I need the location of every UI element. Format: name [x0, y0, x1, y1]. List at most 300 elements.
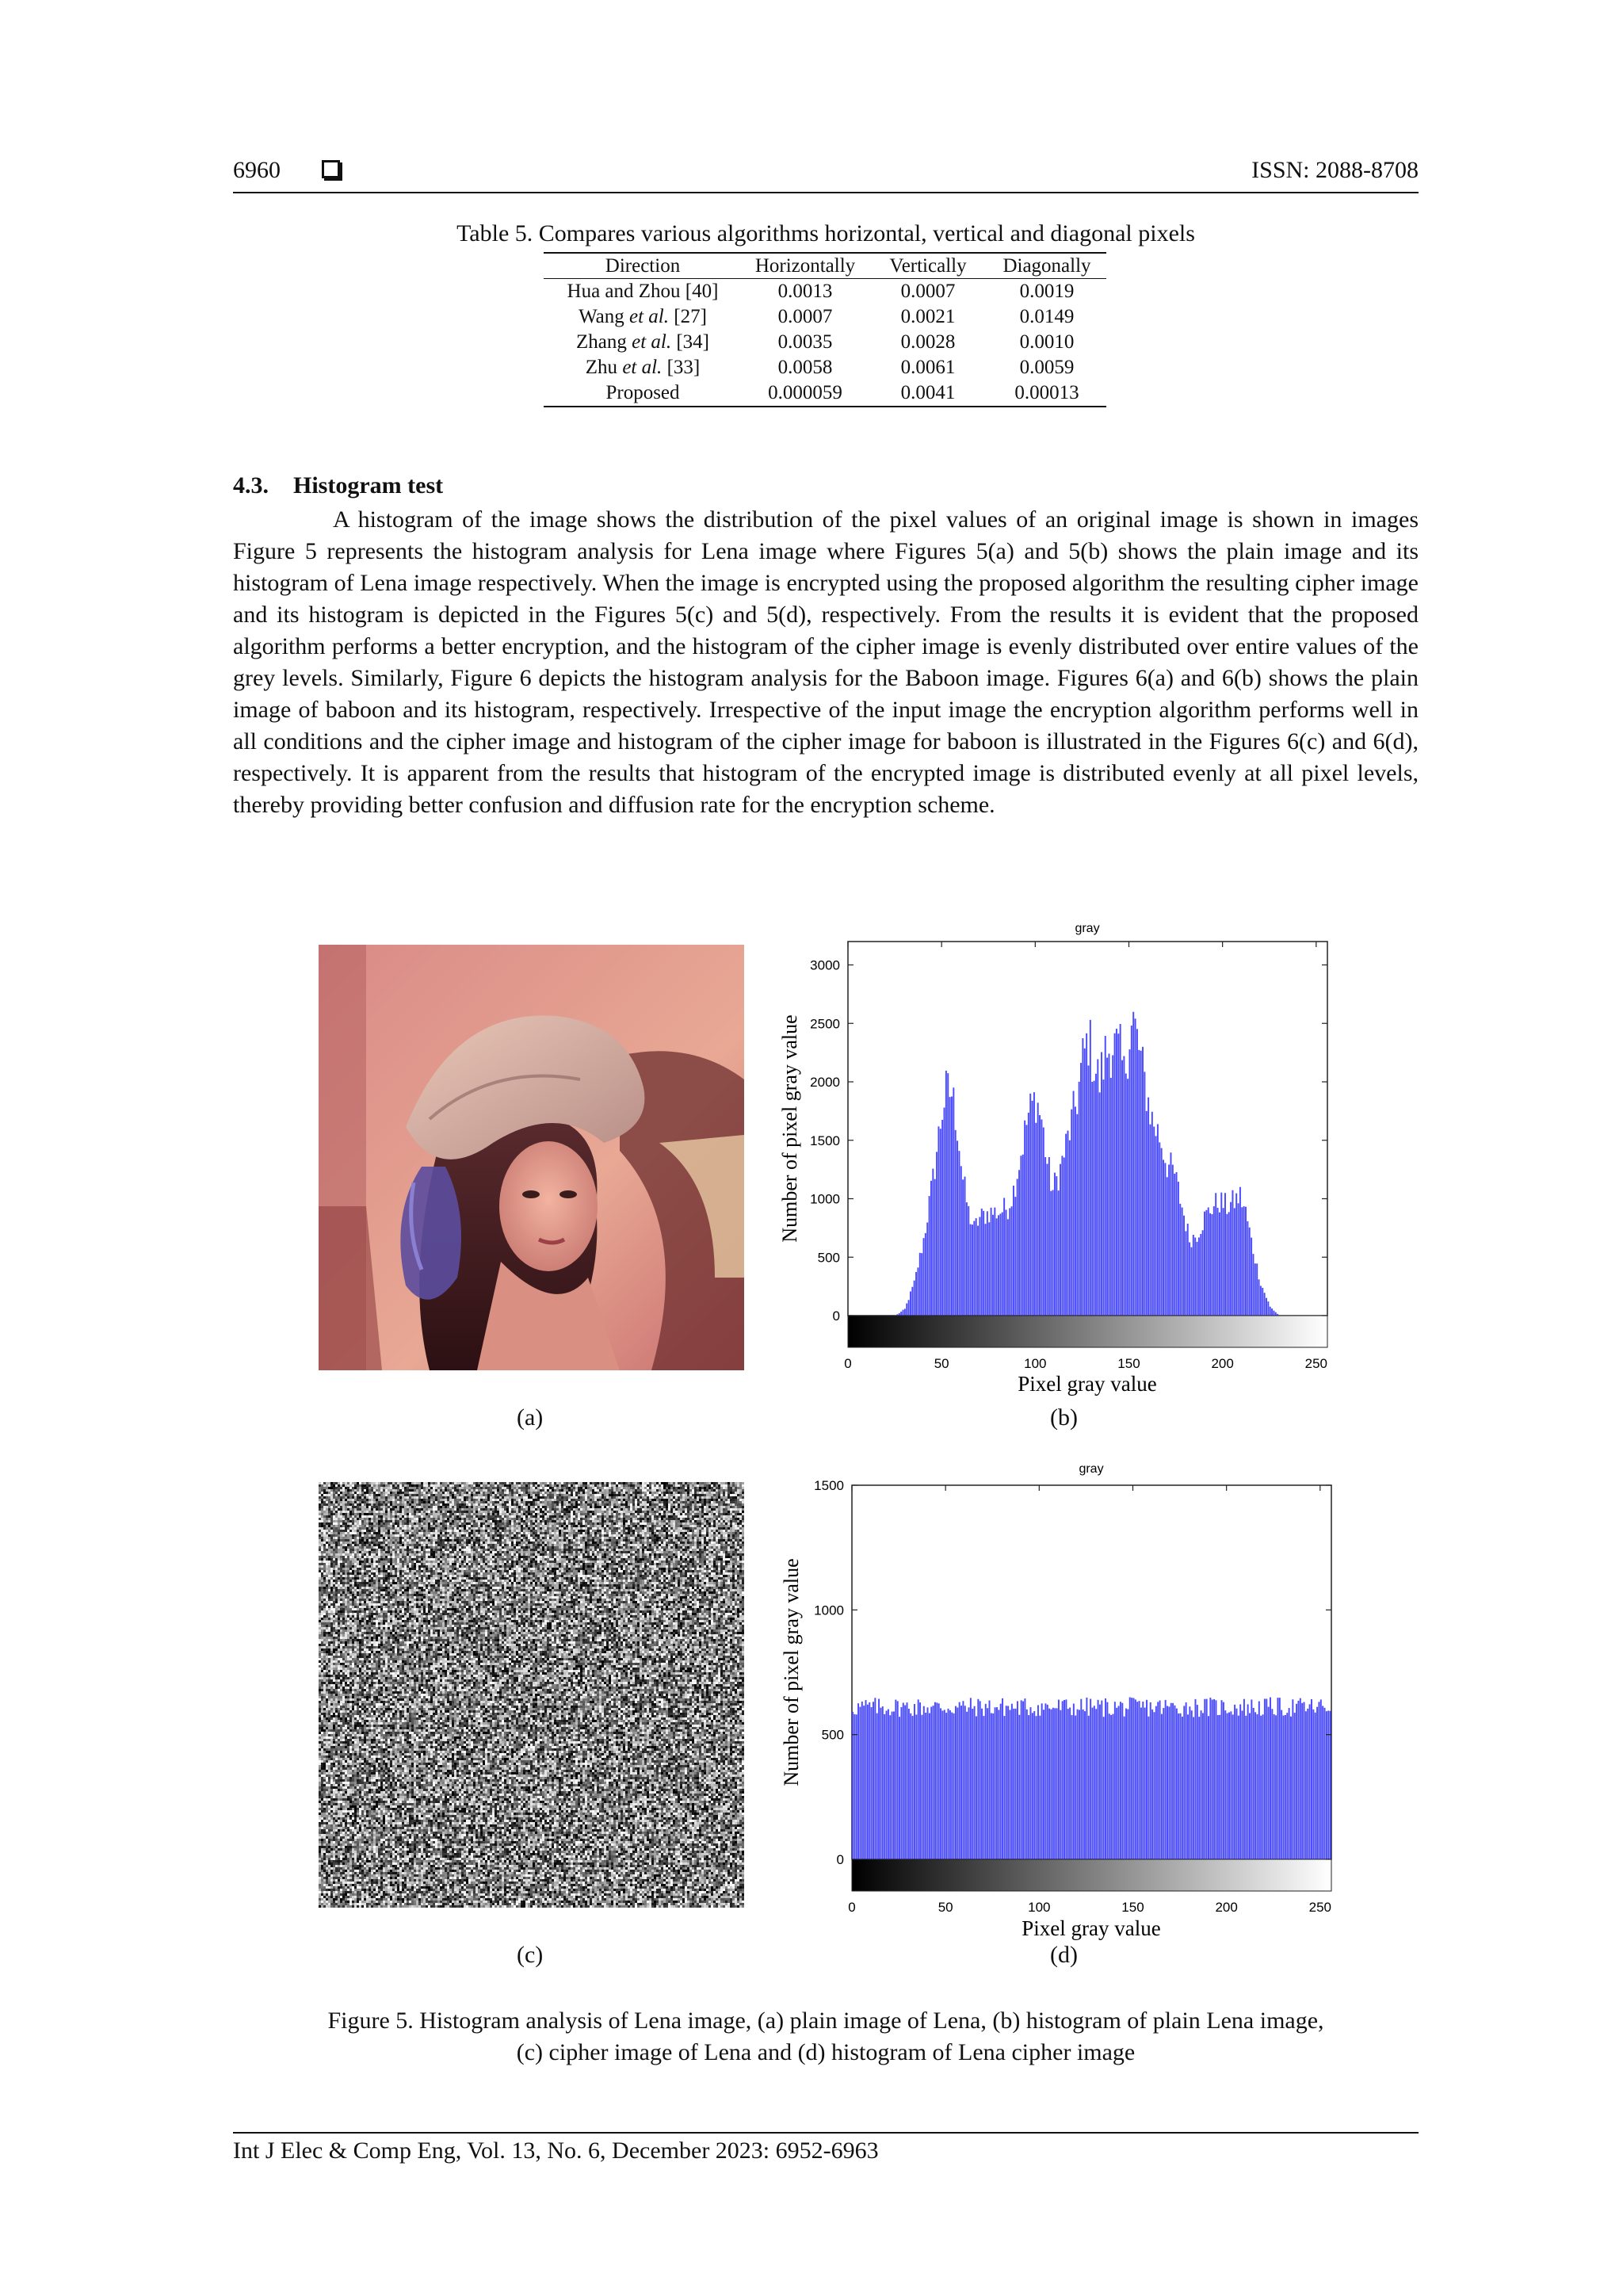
histogram-bar — [957, 1140, 958, 1316]
y-tick-label: 3000 — [810, 957, 840, 973]
histogram-bar — [1271, 1308, 1273, 1316]
histogram-bar — [1065, 1134, 1067, 1316]
histogram-bar — [994, 1208, 995, 1316]
histogram-bar — [1217, 1208, 1219, 1316]
histogram-bar — [951, 1713, 953, 1859]
y-tick-label: 500 — [821, 1727, 844, 1743]
cell-diagonal: 0.00013 — [1014, 382, 1079, 403]
histogram-bar — [929, 1196, 930, 1316]
histogram-bar — [945, 1713, 947, 1859]
histogram-bar — [1036, 1716, 1037, 1859]
histogram-bar — [1054, 1173, 1056, 1316]
histogram-bar — [992, 1713, 994, 1859]
histogram-bar — [1138, 1050, 1140, 1316]
histogram-bar — [1048, 1709, 1050, 1859]
histogram-bar — [1144, 1708, 1146, 1859]
histogram-bar — [1017, 1701, 1018, 1859]
histogram-bar — [933, 1706, 934, 1859]
histogram-bar — [1320, 1699, 1322, 1859]
histogram-bar — [1121, 1703, 1123, 1859]
histogram-bar — [1254, 1263, 1256, 1316]
histogram-bar — [893, 1711, 895, 1859]
histogram-bar — [1155, 1136, 1157, 1316]
histogram-bar — [1099, 1705, 1101, 1859]
histogram-bar — [985, 1704, 987, 1859]
histogram-bar — [1044, 1703, 1046, 1859]
histogram-bar — [988, 1222, 990, 1316]
noise-canvas — [319, 1482, 744, 1908]
histogram-bar — [1316, 1707, 1318, 1859]
histogram-bar — [976, 1717, 977, 1859]
histogram-bar — [1307, 1709, 1308, 1859]
histogram-bar — [1311, 1699, 1312, 1859]
histogram-bar — [869, 1702, 870, 1859]
lena-plain-image — [319, 945, 744, 1370]
histogram-bar — [1187, 1714, 1189, 1859]
histogram-bar — [908, 1709, 910, 1859]
histogram-bar — [915, 1272, 917, 1316]
histogram-bar — [861, 1702, 863, 1859]
histogram-bar — [1013, 1709, 1014, 1859]
histogram-bar — [1109, 1713, 1110, 1859]
histogram-bar — [867, 1705, 869, 1859]
histogram-bar — [1048, 1157, 1050, 1316]
histogram-bar — [1161, 1714, 1163, 1859]
histogram-bar — [904, 1308, 906, 1316]
histogram-bar — [1069, 1707, 1071, 1859]
x-tick-label: 250 — [1304, 1356, 1328, 1371]
histogram-bar — [1033, 1092, 1035, 1316]
histogram-bar — [1176, 1709, 1178, 1859]
histogram-bar — [1132, 1698, 1134, 1859]
figure-caption-line-2: (c) cipher image of Lena and (d) histogram of Lena cipher image — [516, 2039, 1136, 2065]
histogram-bar — [897, 1701, 899, 1859]
histogram-bar — [882, 1706, 884, 1859]
histogram-bar — [1118, 1706, 1120, 1859]
y-tick-label: 2000 — [810, 1075, 840, 1090]
lena-image-drawing — [319, 945, 744, 1370]
histogram-bar — [1110, 1078, 1112, 1316]
histogram-bar — [1114, 1033, 1116, 1316]
histogram-bar — [1056, 1176, 1057, 1316]
histogram-bar — [1013, 1186, 1014, 1316]
histogram-bar — [1219, 1213, 1220, 1316]
histogram-bar — [899, 1717, 900, 1859]
histogram-bar — [1136, 1702, 1138, 1859]
histogram-bar — [974, 1706, 976, 1859]
histogram-bar — [911, 1287, 913, 1316]
cell-vertical: 0.0021 — [900, 306, 956, 327]
histogram-bar — [972, 1224, 973, 1316]
histogram-bar — [1153, 1712, 1155, 1859]
histogram-bar — [1067, 1131, 1069, 1316]
histogram-bar — [930, 1707, 932, 1859]
histogram-bar — [1024, 1121, 1025, 1316]
histogram-bar — [1204, 1212, 1205, 1316]
cell-horizontal: 0.000059 — [768, 382, 842, 403]
histogram-bar — [991, 1713, 992, 1859]
cell-diagonal: 0.0019 — [1019, 281, 1075, 302]
histogram-bar — [1183, 1706, 1185, 1859]
header-rule — [233, 192, 1419, 193]
histogram-bar — [1086, 1033, 1087, 1316]
figure-caption-line-1: Figure 5. Histogram analysis of Lena image, (a) plain image of Lena, (b) histogram of plain Lena image, — [327, 2008, 1324, 2034]
histogram-bar — [1258, 1702, 1260, 1859]
histogram-bar — [1200, 1234, 1201, 1316]
histogram-bar — [1006, 1706, 1007, 1859]
histogram-bar — [1051, 1710, 1052, 1859]
y-tick-label: 0 — [836, 1852, 844, 1867]
histogram-bar — [1262, 1714, 1264, 1859]
histogram-bar — [1135, 1018, 1136, 1316]
histogram-bar — [1017, 1179, 1018, 1316]
histogram-bar — [1258, 1279, 1260, 1316]
histogram-bar — [900, 1312, 902, 1316]
histogram-bar — [1277, 1698, 1278, 1859]
histogram-bar — [1153, 1127, 1155, 1316]
histogram-bar — [1151, 1710, 1153, 1859]
histogram-bar — [1249, 1713, 1251, 1859]
histogram-bar — [962, 1701, 964, 1859]
panel-label-a: (a) — [517, 1404, 544, 1431]
histogram-bar — [1234, 1208, 1235, 1316]
histogram-bar — [1064, 1700, 1065, 1859]
histogram-bar — [1065, 1699, 1067, 1859]
histogram-bar — [1037, 1102, 1039, 1316]
histogram-bar — [1268, 1707, 1270, 1859]
histogram-bar — [951, 1097, 953, 1316]
x-tick-label: 200 — [1215, 1900, 1238, 1915]
histogram-bar — [960, 1706, 962, 1859]
histogram-bar — [953, 1087, 954, 1316]
histogram-bar — [1183, 1216, 1185, 1316]
histogram-bar — [1235, 1194, 1237, 1316]
histogram-bar — [987, 1708, 988, 1859]
histogram-bar — [1290, 1717, 1292, 1859]
y-tick-label: 2500 — [810, 1016, 840, 1032]
footer-rule — [233, 2132, 1419, 2134]
panel-label-d: (d) — [1050, 1942, 1078, 1968]
histogram-bar — [1176, 1172, 1178, 1316]
histogram-bar — [1015, 1709, 1017, 1859]
histogram-bar — [966, 1712, 968, 1859]
histogram-bar — [1124, 1717, 1125, 1859]
histogram-bar — [1131, 1698, 1132, 1859]
histogram-bar — [1035, 1123, 1037, 1316]
y-axis-label: Number of pixel gray value — [780, 1558, 803, 1786]
histogram-bar — [1041, 1703, 1043, 1859]
histogram-bar — [1238, 1203, 1239, 1316]
histogram-bar — [1197, 1242, 1198, 1316]
histogram-bar — [1103, 1717, 1105, 1859]
histogram-bar — [1256, 1714, 1258, 1859]
histogram-bar — [1018, 1170, 1020, 1316]
histogram-bar — [1167, 1177, 1168, 1316]
cell-horizontal: 0.0013 — [777, 281, 833, 302]
histogram-bar — [955, 1130, 957, 1316]
histogram-bar — [1140, 1708, 1142, 1859]
histogram-bar — [1275, 1715, 1277, 1859]
histogram-bar — [910, 1713, 911, 1859]
histogram-bar — [1242, 1710, 1243, 1859]
histogram-bar — [1080, 1699, 1082, 1859]
histogram-bar — [1136, 1029, 1138, 1316]
histogram-bar — [949, 1097, 951, 1316]
histogram-bar — [1198, 1717, 1200, 1859]
histogram-bar — [1223, 1702, 1224, 1859]
histogram-bar — [1172, 1165, 1174, 1316]
issn: ISSN: 2088-8708 — [1251, 157, 1419, 183]
histogram-bar — [1011, 1704, 1013, 1859]
histogram-bar — [857, 1703, 859, 1859]
histogram-bar — [1179, 1204, 1181, 1316]
colorbar — [848, 1316, 1327, 1347]
histogram-bar — [1144, 1072, 1145, 1316]
histogram-bar — [1106, 1058, 1108, 1316]
histogram-bar — [1330, 1711, 1331, 1859]
histogram-bar — [1127, 1079, 1128, 1316]
histogram-bar — [1232, 1190, 1233, 1316]
histogram-bar — [1123, 1056, 1125, 1316]
histogram-bar — [1064, 1157, 1065, 1316]
histogram-bar — [854, 1714, 855, 1859]
histogram-bar — [1125, 1709, 1127, 1859]
row-label: Proposed — [605, 382, 680, 403]
histogram-bar — [1163, 1159, 1164, 1316]
histogram-bar — [1193, 1235, 1194, 1316]
histogram-bar — [972, 1709, 973, 1859]
histogram-bar — [1022, 1702, 1024, 1859]
histogram-bar — [1249, 1228, 1251, 1316]
histogram-bar — [1146, 1111, 1148, 1316]
histogram-bar — [1232, 1714, 1234, 1859]
histogram-bar — [1116, 1029, 1117, 1316]
histogram-bar — [941, 1120, 943, 1316]
histogram-bar — [1213, 1699, 1215, 1859]
histogram-bar — [1067, 1709, 1069, 1859]
histogram-bar — [1091, 1082, 1093, 1316]
histogram-bar — [918, 1699, 919, 1859]
histogram-bar — [1102, 1079, 1104, 1316]
histogram-bar — [1262, 1288, 1263, 1316]
footer-citation: Int J Elec & Comp Eng, Vol. 13, No. 6, December 2023: 6952-6963 — [233, 2137, 879, 2164]
histogram-bar — [1010, 1710, 1011, 1859]
histogram-bar — [968, 1707, 970, 1859]
x-tick-label: 100 — [1024, 1356, 1047, 1371]
histogram-bar — [1142, 1047, 1144, 1316]
histogram-bar — [953, 1713, 955, 1859]
histogram-bar — [1264, 1293, 1266, 1316]
histogram-bar — [1273, 1311, 1274, 1316]
histogram-bar — [1165, 1700, 1167, 1859]
histogram-bar — [1030, 1707, 1032, 1859]
histogram-bar — [1146, 1700, 1148, 1859]
histogram-bar — [1215, 1193, 1216, 1316]
histogram-bar — [1083, 1710, 1084, 1859]
panel-label-c: (c) — [517, 1942, 544, 1968]
histogram-bar — [1041, 1119, 1042, 1316]
histogram-bar — [1285, 1715, 1286, 1859]
histogram-bar — [1079, 1710, 1080, 1859]
histogram-bar — [873, 1702, 874, 1859]
histogram-bar — [1193, 1717, 1194, 1859]
lena-cipher-image — [319, 1482, 744, 1908]
histogram-bar — [1026, 1710, 1028, 1859]
histogram-bar — [889, 1715, 891, 1859]
histogram-bar — [878, 1699, 880, 1859]
table-row — [544, 279, 1106, 305]
histogram-bar — [998, 1710, 999, 1859]
histogram-bar — [908, 1300, 910, 1316]
histogram-bar — [1039, 1115, 1041, 1316]
histogram-bar — [1125, 1074, 1127, 1316]
cell-diagonal: 0.0010 — [1019, 331, 1075, 353]
histogram-bar — [1312, 1710, 1314, 1859]
histogram-bar — [1309, 1704, 1311, 1859]
histogram-bar — [1114, 1702, 1116, 1859]
histogram-bar — [1238, 1716, 1239, 1859]
histogram-bar — [1186, 1702, 1187, 1859]
histogram-bar — [1182, 1717, 1183, 1859]
histogram-bar — [1039, 1716, 1041, 1859]
page-number: 6960 — [233, 157, 281, 183]
histogram-bar — [932, 1169, 934, 1316]
histogram-bar — [1080, 1063, 1082, 1316]
histogram-bar — [910, 1291, 911, 1316]
histogram-bar — [1221, 1700, 1223, 1859]
histogram-bar — [977, 1226, 979, 1316]
histogram-bar — [977, 1699, 979, 1859]
histogram-bar — [1189, 1243, 1190, 1316]
histogram-bar — [1251, 1699, 1252, 1859]
histogram-bar — [1058, 1700, 1060, 1859]
section-number: 4.3. — [233, 472, 269, 499]
histogram-bar — [886, 1711, 888, 1859]
histogram-bar — [1084, 1049, 1086, 1316]
histogram-bar — [1219, 1715, 1220, 1859]
histogram-bar — [1121, 1060, 1123, 1316]
histogram-bar — [947, 1073, 949, 1316]
histogram-bar — [895, 1700, 896, 1859]
histogram-bar — [1251, 1238, 1252, 1316]
histogram-bar — [1202, 1230, 1204, 1316]
histogram-bar — [1095, 1074, 1097, 1316]
histogram-bar — [1190, 1247, 1192, 1316]
histogram-bar — [1002, 1213, 1003, 1316]
histogram-bar — [1032, 1101, 1033, 1316]
cell-diagonal: 0.0059 — [1019, 357, 1075, 378]
x-tick-label: 150 — [1117, 1356, 1140, 1371]
x-tick-label: 150 — [1121, 1900, 1144, 1915]
histogram-bar — [892, 1712, 893, 1859]
histogram-bar — [981, 1209, 983, 1316]
histogram-bar — [1281, 1710, 1282, 1859]
histogram-bar — [1021, 1700, 1022, 1859]
histogram-bar — [1243, 1699, 1245, 1859]
y-tick-label: 1500 — [810, 1133, 840, 1148]
histogram-bar — [1061, 1156, 1063, 1316]
histogram-bar — [925, 1233, 926, 1316]
histogram-bar — [970, 1698, 972, 1859]
histogram-bar — [921, 1253, 922, 1316]
histogram-bar — [1060, 1164, 1061, 1316]
chart-title: gray — [1075, 922, 1100, 935]
histogram-bar — [912, 1716, 914, 1859]
histogram-bar — [992, 1215, 994, 1316]
histogram-bar — [1170, 1152, 1171, 1316]
table-caption: Table 5. Compares various algorithms horizontal, vertical and diagonal pixels — [456, 220, 1195, 246]
histogram-bar — [957, 1708, 958, 1859]
page-header — [233, 157, 1419, 193]
histogram-bar — [1105, 1698, 1106, 1859]
section-heading — [233, 472, 443, 499]
histogram-bar — [1209, 1698, 1211, 1859]
histogram-bar — [1084, 1711, 1086, 1859]
histogram-bar — [1071, 1110, 1072, 1316]
cell-horizontal: 0.0007 — [777, 306, 833, 327]
histogram-bar — [938, 1126, 939, 1316]
histogram-bar — [973, 1221, 975, 1316]
y-tick-label: 1000 — [814, 1603, 844, 1618]
histogram-bar — [1202, 1713, 1204, 1859]
histogram-bar — [1217, 1715, 1219, 1859]
histogram-bar — [996, 1218, 998, 1316]
chart-title: gray — [1079, 1462, 1104, 1476]
histogram-bar — [987, 1211, 988, 1316]
histogram-bar — [1129, 1697, 1131, 1859]
histogram-bar — [1026, 1125, 1028, 1316]
histogram-bar — [907, 1702, 908, 1859]
histogram-bar — [938, 1703, 940, 1859]
cell-vertical: 0.0007 — [900, 281, 956, 302]
histogram-bar — [1148, 1098, 1149, 1316]
histogram-bar — [1127, 1710, 1128, 1859]
histogram-bar — [1327, 1710, 1329, 1859]
histogram-bar — [1135, 1699, 1136, 1859]
histogram-bar — [1077, 1710, 1079, 1859]
histogram-bar — [1253, 1708, 1254, 1859]
histogram-bar — [1206, 1699, 1208, 1859]
histogram-bar — [1056, 1708, 1058, 1859]
histogram-bar — [1245, 1716, 1247, 1859]
histogram-bar — [1151, 1112, 1153, 1316]
histogram-bar — [1185, 1231, 1186, 1316]
histogram-bar — [927, 1707, 929, 1859]
histogram-bar — [1182, 1208, 1183, 1316]
histogram-bar — [1180, 1713, 1182, 1859]
x-tick-label: 200 — [1211, 1356, 1234, 1371]
histogram-bar — [865, 1700, 867, 1859]
x-tick-label: 50 — [934, 1356, 949, 1371]
histogram-bar — [1234, 1705, 1235, 1859]
histogram-bar — [936, 1702, 938, 1859]
histogram-bar — [1226, 1214, 1228, 1316]
histogram-bar — [1037, 1705, 1039, 1859]
x-tick-label: 0 — [848, 1900, 856, 1915]
histogram-bar — [968, 1206, 969, 1316]
histogram-bar — [1243, 1206, 1245, 1316]
histogram-bar — [856, 1714, 857, 1859]
histogram-bar — [1301, 1703, 1303, 1859]
histogram-bar — [923, 1238, 925, 1316]
histogram-bar — [1178, 1713, 1179, 1859]
cell-vertical: 0.0028 — [900, 331, 956, 353]
histogram-bar — [874, 1698, 876, 1859]
histogram-bar — [949, 1710, 951, 1859]
column-header: Diagonally — [987, 253, 1106, 279]
histogram-bar — [1189, 1706, 1190, 1859]
histogram-bar — [1142, 1702, 1144, 1859]
